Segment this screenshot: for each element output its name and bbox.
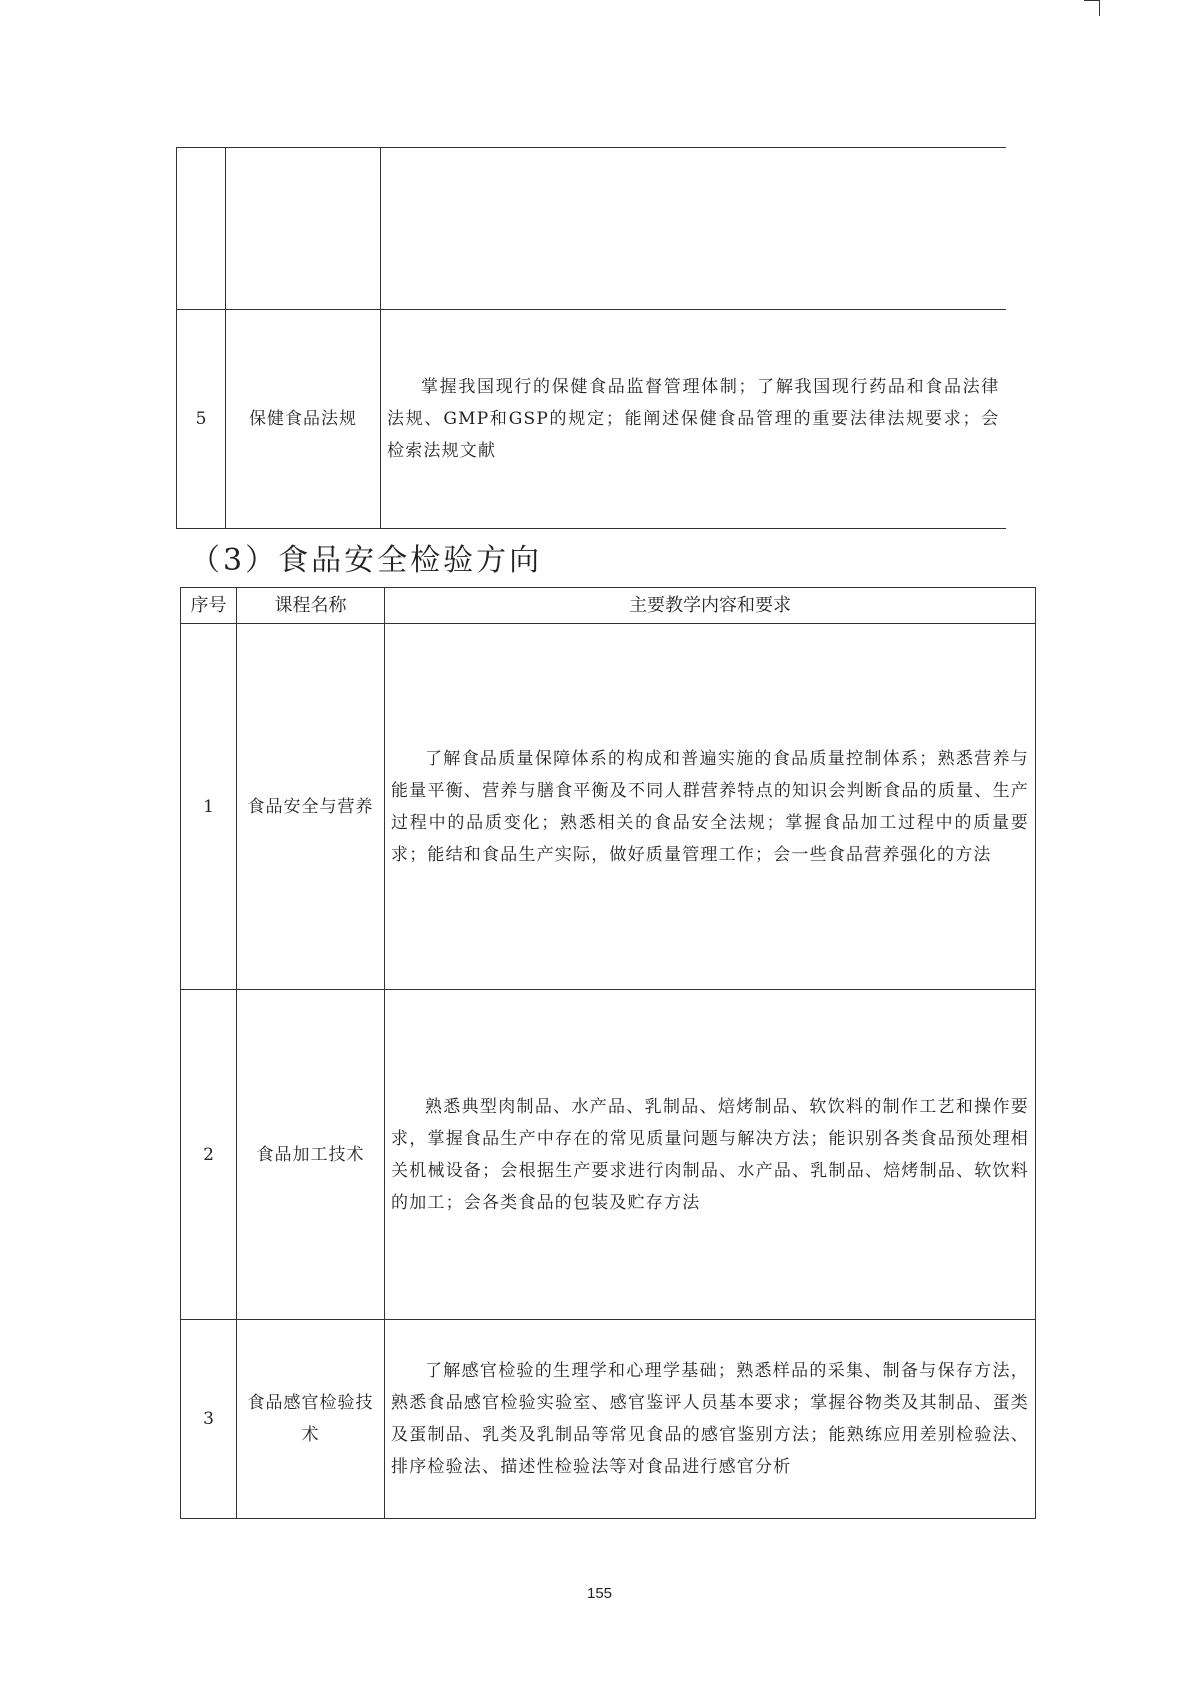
- course-content-cell: 了解感官检验的生理学和心理学基础；熟悉样品的采集、制备与保存方法，熟悉食品感官检验实验室、感官鉴评人员基本要求；掌握谷物类及其制品、蛋类及蛋制品、乳类及乳制品等常见食品的感官鉴别方法；能熟练应用差别检验法、排序检验法、描述性检验法等对食品进行感官分析: [385, 1320, 1036, 1519]
- course-name-cell: 保健食品法规: [226, 310, 381, 529]
- table-row: [177, 310, 1006, 529]
- table-header-row: [181, 588, 1036, 624]
- table-row: [181, 624, 1036, 990]
- header-course-content: 主要教学内容和要求: [385, 588, 1036, 624]
- table-row: [181, 1320, 1036, 1519]
- course-content-cell: 了解食品质量保障体系的构成和普遍实施的食品质量控制体系；熟悉营养与能量平衡、营养与膳食平衡及不同人群营养特点的知识会判断食品的质量、生产过程中的品质变化；熟悉相关的食品安全法规；掌握食品加工过程中的质量要求；能结和食品生产实际，做好质量管理工作；会一些食品营养强化的方法: [385, 624, 1036, 990]
- section-heading: （3）食品安全检验方向: [190, 543, 543, 578]
- header-number: 序号: [181, 588, 237, 624]
- course-number-cell: 2: [181, 990, 237, 1320]
- course-number-cell: 1: [181, 624, 237, 990]
- course-table: [180, 587, 1036, 1519]
- course-name-cell: 食品安全与营养: [237, 624, 385, 990]
- course-number-cell: 3: [181, 1320, 237, 1519]
- crop-mark: [1084, 0, 1100, 16]
- course-table-continued: [176, 147, 1006, 529]
- course-content-cell: 熟悉典型肉制品、水产品、乳制品、焙烤制品、软饮料的制作工艺和操作要求，掌握食品生产中存在的常见质量问题与解决方法；能识别各类食品预处理相关机械设备；会根据生产要求进行肉制品、水产品、乳制品、焙烤制品、软饮料的加工；会各类食品的包装及贮存方法: [385, 990, 1036, 1320]
- course-name-cell: 食品加工技术: [237, 990, 385, 1320]
- table-row: [181, 990, 1036, 1320]
- header-course-name: 课程名称: [237, 588, 385, 624]
- course-name-cell: 食品感官检验技术: [237, 1320, 385, 1519]
- course-number-cell: [177, 148, 226, 310]
- page-number: 155: [586, 1585, 613, 1602]
- course-name-cell: [226, 148, 381, 310]
- course-content-cell: 掌握我国现行的保健食品监督管理体制；了解我国现行药品和食品法律法规、GMP和GSP的规定；能阐述保健食品管理的重要法律法规要求；会检索法规文献: [381, 310, 1006, 529]
- table-row: [177, 148, 1006, 310]
- course-content-cell: [381, 148, 1006, 310]
- course-number-cell: 5: [177, 310, 226, 529]
